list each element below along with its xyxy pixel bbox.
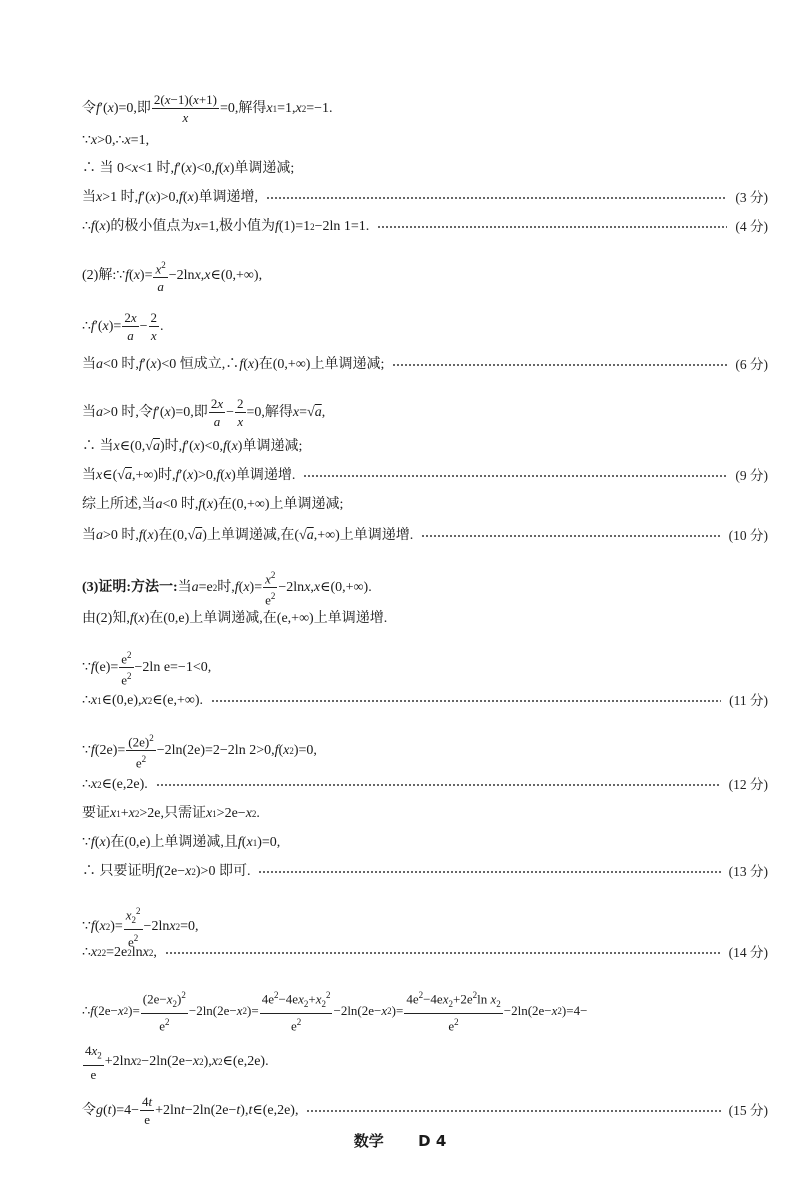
- solution-line-10: ∴ 当 x ∈(0,√ a )时, f ′( x )<0, f ( x )单调递减;: [82, 439, 303, 454]
- solution-line-17: ∴ x 1 ∈(0,e), x 2 ∈(e,+∞). (11 分): [82, 693, 768, 708]
- leader-dots: [258, 871, 720, 873]
- solution-line-24: ∴ x 2 2 =2e 2 ln x 2 , (14 分): [82, 945, 768, 960]
- leader-dots: [266, 197, 727, 199]
- solution-line-13: 当 a >0 时, f ( x )在(0,√ a )上单调递减,在(√ a ,+∞)上单调递增. (10 分): [82, 528, 768, 543]
- fraction: $\frac{4e^2-4ex_2+x_2^2}{e^2}$: [261, 990, 331, 1034]
- score-label: (14 分): [728, 945, 768, 960]
- solution-line-8: 当 a <0 时, f ′( x )<0 恒成立,∴ f ( x )在(0,+∞)上单调递减; (6 分): [82, 357, 768, 372]
- solution-line-14: (3)证明:方法一: 当 a =e 2 时, f ( x )= $\frac{x^2}{e^2}$ −2ln x , x ∈(0,+∞).: [82, 570, 372, 608]
- score-label: (4 分): [735, 219, 768, 234]
- fraction: $\frac{x_2^2}{e^2}$: [125, 906, 141, 950]
- leader-dots: [165, 952, 721, 954]
- solution-line-22: ∴ 只要证明 f (2e− x 2 )>0 即可. (13 分): [82, 864, 768, 879]
- solution-line-5: ∴ f ( x )的极小值点为 x =1,极小值为 f (1)=1 2 −2ln 1=1. (4 分): [82, 219, 768, 234]
- solution-line-3: ∴ 当 0< x <1 时, f ′( x )<0, f ( x )单调递减;: [82, 161, 295, 176]
- score-label: (6 分): [735, 357, 768, 372]
- fraction: $\frac{2x}{a}$: [210, 396, 224, 429]
- solution-line-27: 令 g ( t )=4− $\frac{4t}{e}$ +2ln t −2ln(2e− t ), t ∈(e,2e), (15 分): [82, 1094, 768, 1127]
- leader-dots: [377, 226, 727, 228]
- fraction: $\frac{4t}{e}$: [142, 1094, 153, 1127]
- fraction: $\frac{(2e)^2}{e^2}$: [128, 733, 154, 771]
- solution-line-9: 当 a >0 时,令 f ′( x )=0,即 $\frac{2x}{a}$ − $\frac{2}{x}$ =0,解得 x =√ a ,: [82, 396, 326, 429]
- part-3-label: (3)证明:方法一:: [82, 579, 178, 595]
- solution-line-18: ∵ f (2e)= $\frac{(2e)^2}{e^2}$ −2ln(2e)=2−2ln 2>0, f ( x 2 )=0,: [82, 733, 317, 771]
- leader-dots: [421, 535, 720, 537]
- fraction: $\frac{2}{x}$: [237, 396, 244, 429]
- solution-line-11: 当 x ∈(√ a ,+∞)时, f ′( x )>0, f ( x )单调递增. (9 分): [82, 468, 768, 483]
- leader-dots: [306, 1110, 720, 1112]
- score-label: (9 分): [735, 468, 768, 483]
- score-label: (10 分): [728, 528, 768, 543]
- solution-line-21: ∵ f ( x )在(0,e)上单调递减,且 f ( x 1 )=0,: [82, 835, 281, 850]
- score-label: (3 分): [735, 190, 768, 205]
- solution-line-19: ∴ x 2 ∈(e,2e). (12 分): [82, 777, 768, 792]
- fraction: $\frac{2x}{a}$: [124, 310, 137, 343]
- fraction: $\frac{x^2}{e^2}$: [265, 570, 276, 608]
- solution-line-23: ∵ f ( x 2 )= $\frac{x_2^2}{e^2}$ −2ln x 2 =0,: [82, 906, 199, 950]
- solution-line-4: 当 x >1 时, f ′( x )>0, f ( x )单调递增, (3 分): [82, 190, 768, 205]
- solution-line-25: ∴ f (2e− x 2 )= $\frac{(2e-x_2)^2}{e^2}$ −2ln(2e− x 2 )= $\frac{4e^2-4ex_2+x_2^2}{e^2}$ −2ln(2e− x 2 )= $\frac{4e^2-4ex_2+2e^2\ln x_2}{e^2}$ −2ln(2e− x 2 )=4−: [82, 990, 588, 1034]
- score-label: (13 分): [728, 864, 768, 879]
- solution-line-1: 令 f ′( x )=0,即 $\frac{2(x-1)(x+1)}{x}$ =0,解得 x 1 =1, x 2 =−1.: [82, 92, 333, 125]
- part-2-label: (2)解:: [82, 268, 117, 284]
- solution-line-12: 综上所述, 当 a <0 时, f ( x )在(0,+∞)上单调递减;: [82, 497, 344, 512]
- fraction: $\frac{2(x-1)(x+1)}{x}$: [153, 92, 217, 125]
- solution-line-2: ∵ x >0,∴ x =1,: [82, 133, 150, 148]
- solution-line-20: 要证 x 1 + x 2 >2e,只需证 x 1 >2e− x 2 .: [82, 806, 260, 821]
- leader-dots: [211, 700, 721, 702]
- fraction: $\frac{e^2}{e^2}$: [121, 650, 132, 688]
- leader-dots: [392, 364, 727, 366]
- solution-line-15: 由(2)知, f ( x )在(0,e)上单调递减,在(e,+∞)上单调递增.: [82, 611, 388, 626]
- fraction: $\frac{(2e-x_2)^2}{e^2}$: [142, 990, 186, 1034]
- solution-line-16: ∵ f (e)= $\frac{e^2}{e^2}$ −2ln e=−1<0,: [82, 650, 212, 688]
- leader-dots: [303, 475, 727, 477]
- solution-line-6: (2)解: ∵ f ( x )= $\frac{x^2}{a}$ −2ln x , x ∈(0,+∞),: [82, 260, 263, 295]
- footer-subject: 数学: [353, 1132, 384, 1150]
- fraction: $\frac{x^2}{a}$: [155, 260, 166, 295]
- fraction: $\frac{2}{x}$: [150, 310, 158, 343]
- solution-line-7: ∴ f ′( x )= $\frac{2x}{a}$ − $\frac{2}{x}$ .: [82, 310, 164, 343]
- score-label: (11 分): [729, 693, 768, 708]
- fraction: $\frac{4x_2}{e}$: [85, 1043, 102, 1082]
- score-label: (15 分): [728, 1102, 768, 1118]
- page-footer: [0, 1130, 800, 1151]
- score-label: (12 分): [728, 777, 768, 792]
- summary-label: 综上所述,: [82, 497, 142, 512]
- solution-line-26: $\frac{4x_2}{e}$ +2ln x 2 −2ln(2e− x 2 ), x 2 ∈(e,2e).: [85, 1043, 269, 1082]
- leader-dots: [156, 784, 721, 786]
- fraction: $\frac{4e^2-4ex_2+2e^2\ln x_2}{e^2}$: [406, 990, 501, 1034]
- footer-page-number: D 4: [418, 1132, 447, 1150]
